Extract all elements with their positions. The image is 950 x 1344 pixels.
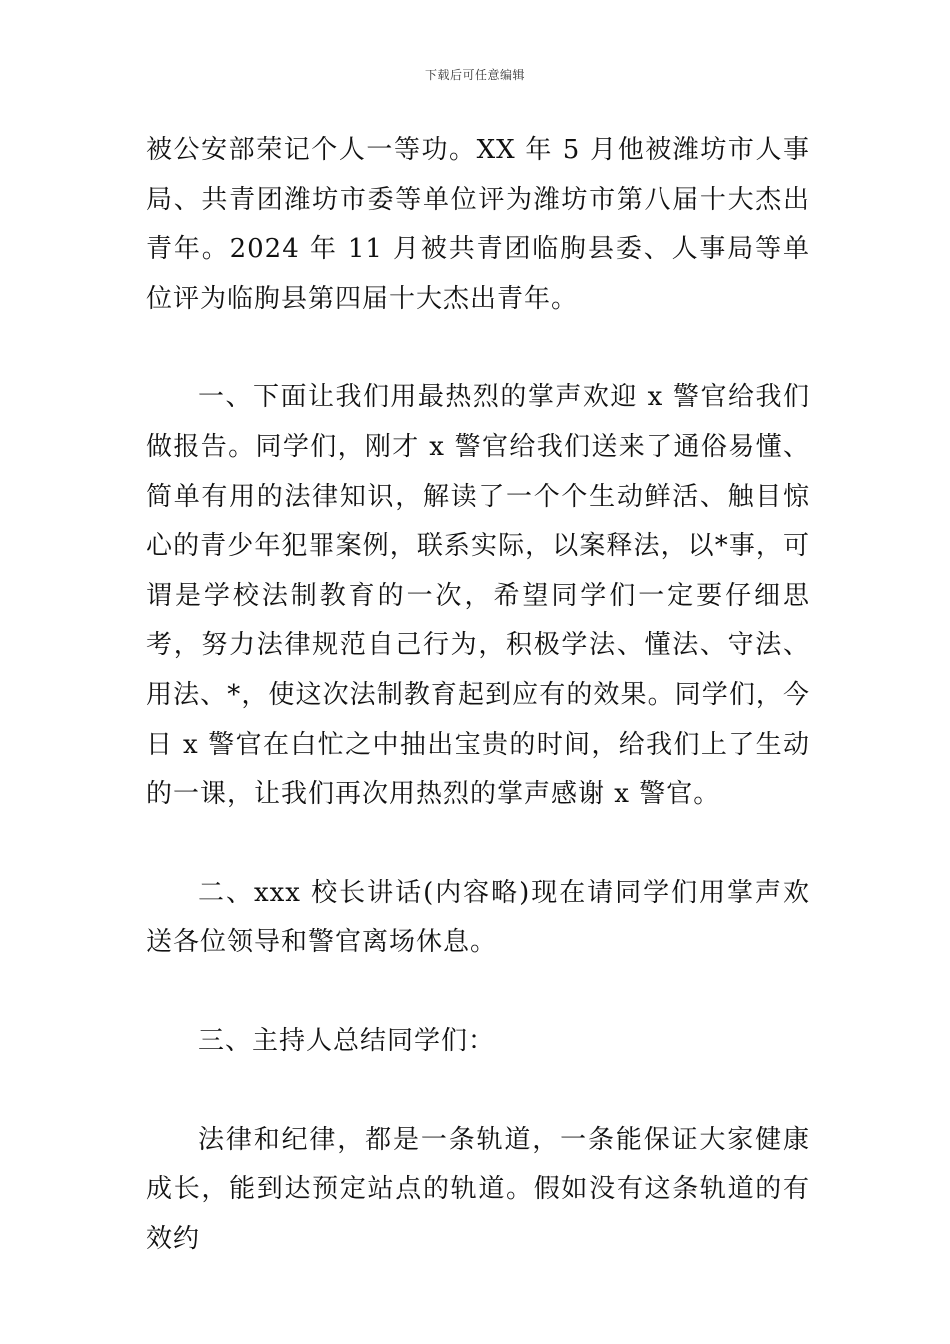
paragraph-law-discipline: 法律和纪律，都是一条轨道，一条能保证大家健康成长，能到达预定站点的轨道。假如没有这条轨道的有效约 xyxy=(146,1124,810,1254)
paragraph-section-one: 一、下面让我们用最热烈的掌声欢迎 x 警官给我们做报告。同学们，刚才 x 警官给我们送来了通俗易懂、简单有用的法律知识，解读了一个个生动鲜活、触目惊心的青少年犯罪案例，联系实际，以案释法，以*事，可谓是学校法制教育的一次，希望同学们一定要仔细思考，努力法律规范自己行为，积极学法、懂法、守法、用法、*，使这次法制教育起到应有的效果。同学们，今日 x 警官在白忙之中抽出宝贵的时间，给我们上了生动的一课，让我们再次用热烈的掌声感谢 x 警官。 xyxy=(146,382,810,810)
paragraph-section-two: 二、xxx 校长讲话(内容略)现在请同学们用掌声欢送各位领导和警官离场休息。 xyxy=(146,877,810,958)
paragraph-award-record: 被公安部荣记个人一等功。XX 年 5 月他被潍坊市人事局、共青团潍坊市委等单位评为潍坊市第八届十大杰出青年。2024 年 11 月被共青团临朐县委、人事局等单位评为临朐县第四届十大杰出青年。 xyxy=(146,135,810,314)
document-body xyxy=(146,126,810,1264)
paragraph-section-three: 三、主持人总结同学们： xyxy=(198,1025,496,1056)
page-header: 下载后可任意编辑 xyxy=(424,68,525,82)
